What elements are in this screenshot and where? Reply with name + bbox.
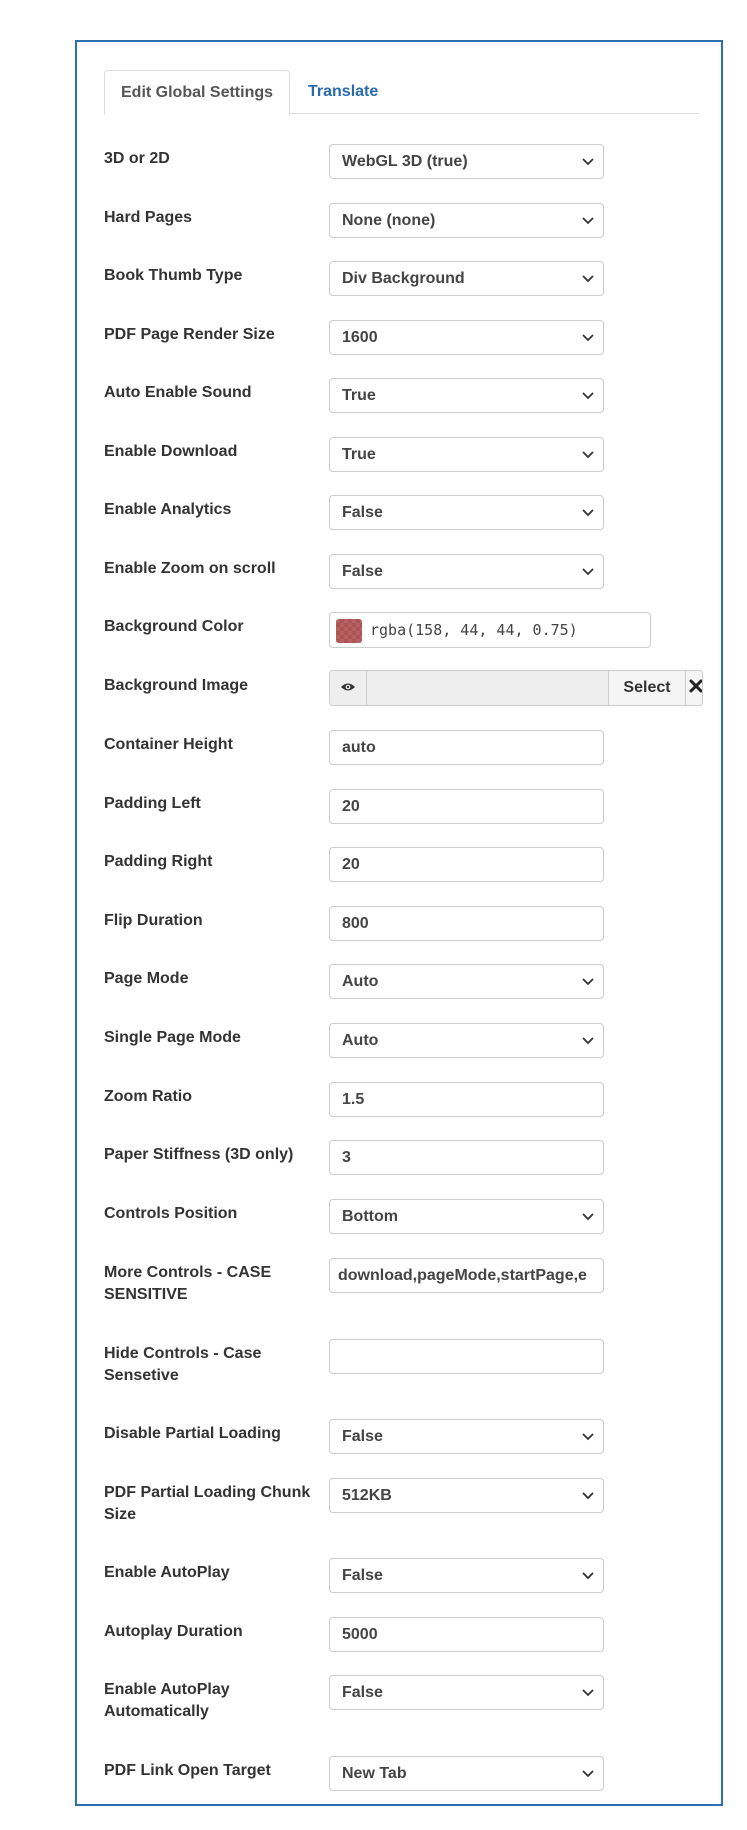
select-hard-pages[interactable] [329,203,604,238]
chevron-down-icon [581,145,595,178]
select-enable-download[interactable] [329,437,604,472]
label-background-image: Background Image [104,677,249,694]
select-enable-zoom-on-scroll[interactable] [329,554,604,589]
select-single-page-mode[interactable] [329,1023,604,1058]
select-value: False [342,1567,383,1584]
padding-right-input[interactable]: 20 [329,847,604,882]
label-paper-stiffness: Paper Stiffness (3D only) [104,1146,294,1163]
chevron-down-icon [581,1676,595,1709]
label-3d-or-2d: 3D or 2D [104,150,170,167]
label-single-page-mode: Single Page Mode [104,1029,241,1046]
background-color-input[interactable] [329,612,651,648]
chevron-down-icon [581,1420,595,1453]
select-value: True [342,446,376,463]
flip-duration-input[interactable]: 800 [329,906,604,941]
chevron-down-icon [581,379,595,412]
label-padding-right: Padding Right [104,853,213,870]
label-page-mode: Page Mode [104,970,189,987]
select-auto-enable-sound[interactable] [329,378,604,413]
select-value: Auto [342,1032,379,1049]
chevron-down-icon [581,496,595,529]
tab-translate[interactable]: Translate [308,83,379,100]
select-value: False [342,504,383,521]
select-value: 512KB [342,1487,392,1504]
hide-controls-input[interactable] [329,1339,604,1374]
label-enable-zoom-on-scroll: Enable Zoom on scroll [104,560,276,577]
select-value: Auto [342,973,379,990]
select-enable-analytics[interactable] [329,495,604,530]
select-value: False [342,563,383,580]
tab-edit-global-settings[interactable]: Edit Global Settings [104,70,290,115]
chevron-down-icon [581,1200,595,1233]
chevron-down-icon [581,262,595,295]
label-flip-duration: Flip Duration [104,912,203,929]
chevron-down-icon [581,965,595,998]
label-enable-autoplay: Enable AutoPlay [104,1564,230,1581]
container-height-input[interactable]: auto [329,730,604,765]
select-value: None (none) [342,212,436,229]
label-enable-download: Enable Download [104,443,238,460]
color-swatch[interactable] [336,619,362,643]
color-value: rgba(158, 44, 44, 0.75) [370,621,578,639]
chevron-down-icon [581,1559,595,1592]
autoplay-duration-input[interactable]: 5000 [329,1617,604,1652]
remove-image-button[interactable] [685,671,703,705]
label-disable-partial-loading: Disable Partial Loading [104,1425,281,1442]
chevron-down-icon [581,1757,595,1790]
background-image-group [329,670,703,706]
chevron-down-icon [581,204,595,237]
settings-panel [75,40,723,1806]
zoom-ratio-input[interactable]: 1.5 [329,1082,604,1117]
chevron-down-icon [581,555,595,588]
select-value: New Tab [342,1765,407,1782]
preview-button[interactable] [330,671,367,705]
select-pdf-page-render-size[interactable] [329,320,604,355]
label-padding-left: Padding Left [104,795,201,812]
select-controls-position[interactable] [329,1199,604,1234]
select-value: False [342,1684,383,1701]
label-background-color: Background Color [104,618,244,635]
chevron-down-icon [581,321,595,354]
select-book-thumb-type[interactable] [329,261,604,296]
label-autoplay-duration: Autoplay Duration [104,1623,243,1640]
select-value: Bottom [342,1208,398,1225]
select-image-button[interactable]: Select [608,671,685,705]
select-pdf-link-open-target[interactable] [329,1756,604,1791]
select-value: True [342,387,376,404]
more-controls-input[interactable]: download,pageMode,startPage,e [329,1258,604,1293]
label-hard-pages: Hard Pages [104,209,193,226]
select-chunk-size[interactable] [329,1478,604,1513]
label-pdf-page-render-size: PDF Page Render Size [104,326,275,343]
label-more-controls: More Controls - CASE SENSITIVE [104,1264,272,1303]
padding-left-input[interactable]: 20 [329,789,604,824]
close-icon [689,679,703,698]
select-enable-autoplay[interactable] [329,1558,604,1593]
select-3d-or-2d[interactable] [329,144,604,179]
label-controls-position: Controls Position [104,1205,238,1222]
label-chunk-size: PDF Partial Loading Chunk Size [104,1484,311,1523]
paper-stiffness-input[interactable]: 3 [329,1140,604,1175]
background-image-field[interactable] [367,671,608,705]
select-value: False [342,1428,383,1445]
label-book-thumb-type: Book Thumb Type [104,267,243,284]
chevron-down-icon [581,1479,595,1512]
label-auto-enable-sound: Auto Enable Sound [104,384,252,401]
select-enable-autoplay-automatically[interactable] [329,1675,604,1710]
chevron-down-icon [581,438,595,471]
select-value: 1600 [342,329,378,346]
tab-bar [104,70,698,114]
eye-icon [340,679,356,697]
select-page-mode[interactable] [329,964,604,999]
select-value: WebGL 3D (true) [342,153,468,170]
label-pdf-link-open-target: PDF Link Open Target [104,1762,271,1779]
select-value: Div Background [342,270,465,287]
label-hide-controls: Hide Controls - Case Sensetive [104,1345,262,1384]
label-enable-autoplay-automatically: Enable AutoPlay Automatically [104,1681,230,1720]
select-disable-partial-loading[interactable] [329,1419,604,1454]
label-zoom-ratio: Zoom Ratio [104,1088,192,1105]
label-enable-analytics: Enable Analytics [104,501,232,518]
label-container-height: Container Height [104,736,233,753]
chevron-down-icon [581,1024,595,1057]
